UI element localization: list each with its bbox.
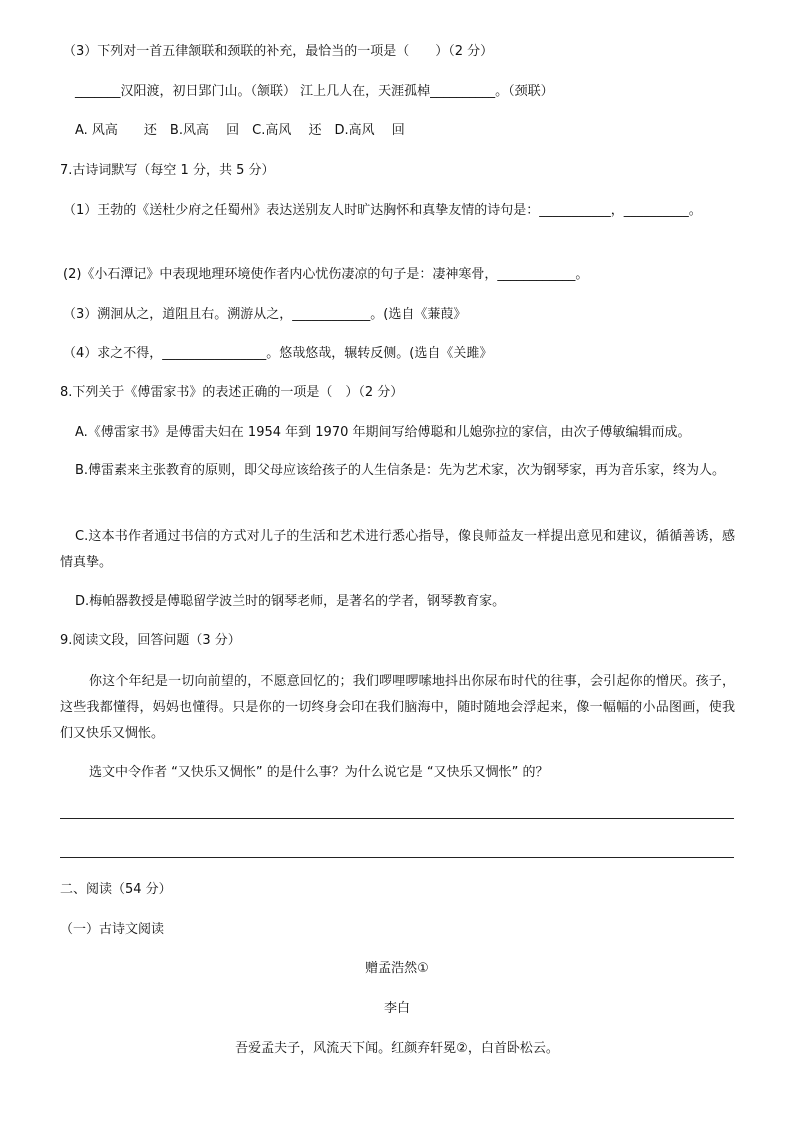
answer-line-2[interactable] bbox=[60, 857, 734, 858]
q7-title: 7.古诗词默写（每空 1 分，共 5 分） bbox=[60, 163, 275, 178]
q8-option-d: D.梅帕器教授是傅聪留学波兰时的钢琴老师，是著名的学者，钢琴教育家。 bbox=[75, 594, 506, 609]
poem-line-1: 吾爱孟夫子，风流天下闻。红颜弃轩冕②，白首卧松云。 bbox=[235, 1041, 559, 1056]
q6-3-poem-lines: _______汉阳渡，初日郢门山。（颔联） 江上几人在，天涯孤棹__________。（颈联） bbox=[75, 84, 554, 99]
poem-author: 李白 bbox=[383, 1001, 410, 1016]
q6-3-stem: （3）下列对一首五律颔联和颈联的补充，最恰当的一项是（ ）（2 分） bbox=[63, 44, 494, 59]
q9-question: 选文中令作者 “又快乐又惆怅” 的是什么事？为什么说它是 “又快乐又惆怅” 的？ bbox=[89, 765, 549, 780]
q8-option-b: B.傅雷素来主张教育的原则，即父母应该给孩子的人生信条是：先为艺术家，次为钢琴家，再为音乐家，终为人。 bbox=[75, 463, 726, 478]
q7-item-2: (2)《小石潭记》中表现地理环境使作者内心忧伤凄凉的句子是：凄神寒骨，____________。 bbox=[63, 267, 589, 282]
q7-item-4: （4）求之不得，________________。悠哉悠哉，辗转反侧。(选自《关雎》 bbox=[63, 346, 493, 361]
q6-3-options: A. 风高 还 B.风高 回 C.高风 还 D.高风 回 bbox=[75, 123, 405, 138]
section-2-subtitle: （一）古诗文阅读 bbox=[60, 922, 165, 937]
q7-item-1: （1）王勃的《送杜少府之任蜀州》表达送别友人时旷达胸怀和真挚友情的诗句是：___________，__________。 bbox=[63, 203, 702, 218]
q8-option-c: C.这本书作者通过书信的方式对儿子的生活和艺术进行悉心指导，像良师益友一样提出意见和建议，循循善诱，感情真挚。 bbox=[60, 529, 735, 570]
q9-passage: 你这个年纪是一切向前望的，不愿意回忆的；我们啰哩啰嗦地抖出你尿布时代的往事，会引起你的憎厌。孩子，这些我都懂得，妈妈也懂得。只是你的一切终身会印在我们脑海中，随时随地会浮起来，像一幅幅的小品图画，使我们又快乐又惆怅。 bbox=[60, 674, 735, 741]
q8-option-a: A.《傅雷家书》是傅雷夫妇在 1954 年到 1970 年期间写给傅聪和儿媳弥拉的家信，由次子傅敏编辑而成。 bbox=[75, 425, 691, 440]
q8-title: 8.下列关于《傅雷家书》的表述正确的一项是（ ）（2 分） bbox=[60, 385, 404, 400]
q7-item-3: （3）溯洄从之，道阻且右。溯游从之，____________。(选自《蒹葭》 bbox=[63, 307, 467, 322]
answer-line-1[interactable] bbox=[60, 818, 734, 819]
section-2-title: 二、阅读（54 分） bbox=[60, 882, 172, 897]
poem-title: 赠孟浩然① bbox=[365, 961, 429, 976]
q9-title: 9.阅读文段，回答问题（3 分） bbox=[60, 633, 241, 648]
